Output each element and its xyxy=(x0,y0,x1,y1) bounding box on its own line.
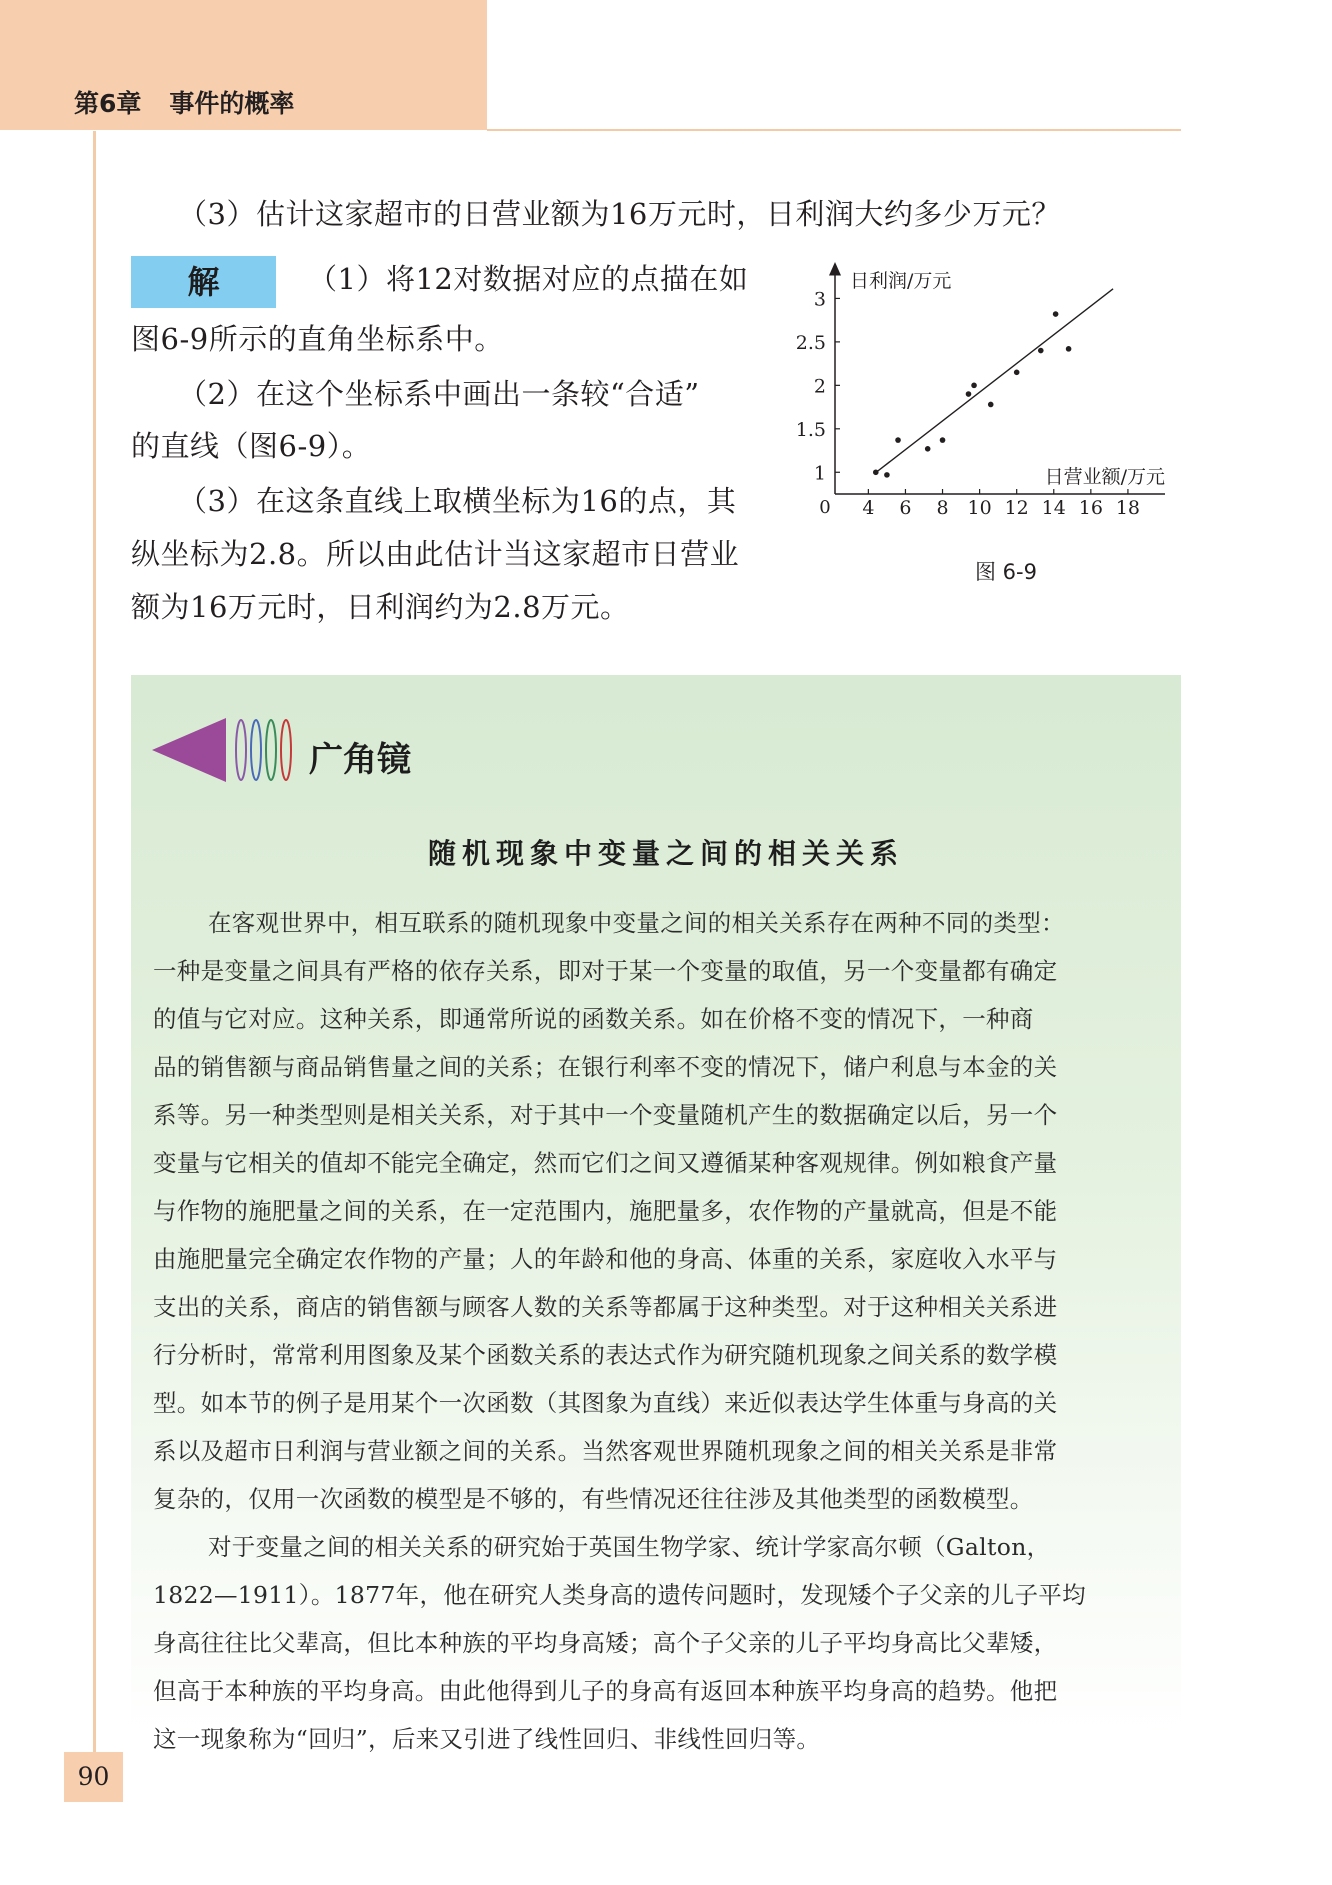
solution-badge: 解 xyxy=(131,256,276,308)
box-paragraph-line: 但高于本种族的平均身高。由此他得到儿子的身高有返回本种族平均身高的趋势。他把 xyxy=(153,1677,1058,1705)
box-heading: 随机现象中变量之间的相关关系 xyxy=(427,837,904,870)
x-tick-label: 8 xyxy=(936,497,949,519)
box-paragraph-line: 变量与它相关的值却不能完全确定，然而它们之间又遵循某种客观规律。例如粮食产量 xyxy=(153,1149,1058,1177)
fit-line xyxy=(874,289,1113,474)
box-paragraph-line: 1822—1911）。1877年，他在研究人类身高的遗传问题时，发现矮个子父亲的儿子平均 xyxy=(153,1581,1086,1609)
data-point xyxy=(925,446,931,452)
x-tick-label: 16 xyxy=(1078,497,1103,519)
box-paragraph-line: 与作物的施肥量之间的关系，在一定范围内，施肥量多，农作物的产量就高，但是不能 xyxy=(153,1197,1058,1225)
box-paragraph-line: 行分析时，常常利用图象及某个函数关系的表达式作为研究随机现象之间关系的数学模 xyxy=(153,1341,1058,1369)
box-paragraph-line: 系等。另一种类型则是相关关系，对于其中一个变量随机产生的数据确定以后，另一个 xyxy=(153,1101,1058,1129)
solution-line: 图6-9所示的直角坐标系中。 xyxy=(131,322,504,356)
data-point xyxy=(1038,348,1044,354)
x-tick-label: 4 xyxy=(862,497,875,519)
x-tick-label: 18 xyxy=(1115,497,1141,519)
solution-line: （2）在这个坐标系中画出一条较“合适” xyxy=(178,377,700,411)
data-point xyxy=(966,391,972,397)
solution-line: （3）在这条直线上取横坐标为16的点，其 xyxy=(178,484,737,518)
box-title: 广角镜 xyxy=(309,740,411,780)
y-tick-label: 1 xyxy=(813,462,826,485)
chapter-heading xyxy=(74,84,294,120)
box-paragraph-line: 系以及超市日利润与营业额之间的关系。当然客观世界随机现象之间的相关关系是非常 xyxy=(153,1437,1058,1465)
box-paragraph-line: 在客观世界中，相互联系的随机现象中变量之间的相关关系存在两种不同的类型： xyxy=(208,909,1065,937)
wide-angle-icon xyxy=(150,710,300,790)
box-paragraph-line: 对于变量之间的相关关系的研究始于英国生物学家、统计学家高尔顿（Galton， xyxy=(208,1533,1051,1561)
x-tick-label: 6 xyxy=(899,497,912,519)
page-number: 90 xyxy=(64,1752,123,1802)
y-tick-label: 2.5 xyxy=(795,331,826,354)
solution-line: 纵坐标为2.8。所以由此估计当这家超市日营业 xyxy=(131,537,740,571)
data-point xyxy=(1014,370,1020,376)
data-point xyxy=(971,383,977,389)
y-tick-label: 3 xyxy=(813,288,826,311)
scatter-chart xyxy=(795,258,1195,533)
y-tick-label: 1.5 xyxy=(795,418,826,441)
solution-line: 额为16万元时，日利润约为2.8万元。 xyxy=(131,590,630,624)
y-tick-label: 2 xyxy=(813,375,826,398)
box-paragraph-line: 一种是变量之间具有严格的依存关系，即对于某一个变量的取值，另一个变量都有确定 xyxy=(153,957,1058,985)
x-tick-label: 14 xyxy=(1041,497,1066,519)
x-tick-label: 12 xyxy=(1004,497,1029,519)
data-point xyxy=(1066,346,1072,352)
x-tick-label: 10 xyxy=(967,497,992,519)
data-point xyxy=(940,437,946,443)
header-rule xyxy=(487,129,1181,131)
data-point xyxy=(895,437,901,443)
data-point xyxy=(1053,311,1059,317)
question-3: （3）估计这家超市的日营业额为16万元时，日利润大约多少万元？ xyxy=(178,197,1061,231)
data-point xyxy=(884,472,890,478)
box-paragraph-line: 支出的关系，商店的销售额与顾客人数的关系等都属于这种类型。对于这种相关关系进 xyxy=(153,1293,1058,1321)
solution-line: 的直线（图6-9）。 xyxy=(131,429,372,463)
chapter-label: 第6章 xyxy=(74,89,142,118)
box-paragraph-line: 由施肥量完全确定农作物的产量；人的年龄和他的身高、体重的关系，家庭收入水平与 xyxy=(153,1245,1058,1273)
y-axis-label: 日利润/万元 xyxy=(850,270,952,292)
box-paragraph-line: 型。如本节的例子是用某个一次函数（其图象为直线）来近似表达学生体重与身高的关 xyxy=(153,1389,1058,1417)
box-paragraph-line: 品的销售额与商品销售量之间的关系；在银行利率不变的情况下，储户利息与本金的关 xyxy=(153,1053,1058,1081)
figure-caption: 图 6-9 xyxy=(975,560,1037,584)
box-paragraph-line: 的值与它对应。这种关系，即通常所说的函数关系。如在价格不变的情况下，一种商 xyxy=(153,1005,1034,1033)
box-paragraph-line: 身高往往比父辈高，但比本种族的平均身高矮；高个子父亲的儿子平均身高比父辈矮， xyxy=(153,1629,1058,1657)
data-point xyxy=(988,402,994,408)
chapter-title: 事件的概率 xyxy=(169,89,295,118)
x-axis-label: 日营业额/万元 xyxy=(1044,466,1165,488)
box-paragraph-line: 复杂的，仅用一次函数的模型是不够的，有些情况还往往涉及其他类型的函数模型。 xyxy=(153,1485,1034,1513)
margin-rule xyxy=(93,131,96,1753)
box-paragraph-line: 这一现象称为“回归”，后来又引进了线性回归、非线性回归等。 xyxy=(153,1725,821,1753)
origin-label: 0 xyxy=(819,497,831,518)
solution-line: （1）将12对数据对应的点描在如 xyxy=(308,262,749,296)
